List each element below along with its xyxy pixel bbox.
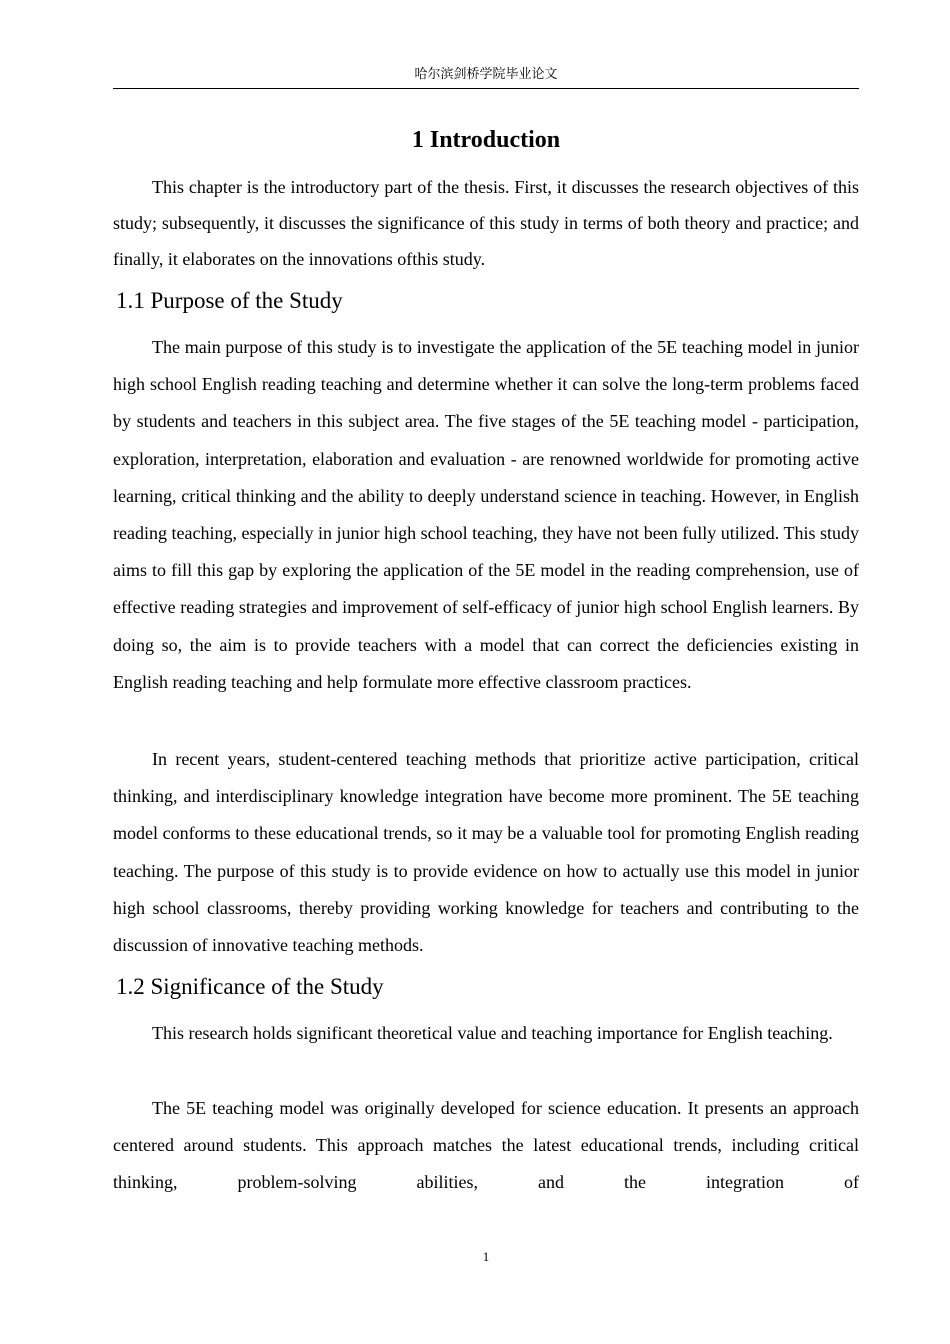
chapter-title: 1 Introduction [411,127,561,153]
section-1-1-paragraph-1: The main purpose of this study is to investigate the application of the 5E teaching model in junior high school English reading teaching and determine whether it can solve the long-term problems faced by students and teachers in this subject area. The five stages of the 5E teaching model - participation, exploration, interpretation, elaboration and evaluation - are renowned worldwide for promoting active learning, critical thinking and the ability to deeply understand science in teaching. However, in English reading teaching, especially in junior high school teaching, they have not been fully utilized. This study aims to fill this gap by exploring the application of the 5E model in the reading comprehension, use of effective reading strategies and improvement of self-efficacy of junior high school English learners. By doing so, the aim is to provide teachers with a model that can correct the deficiencies existing in English reading teaching and help formulate more effective classroom practices. [113,337,859,692]
section-1-2-paragraph-1: This research holds significant theoretical value and teaching importance for English teaching. [152,1023,833,1043]
section-heading-1-2: 1.2 Significance of the Study [116,974,384,999]
header-divider [113,88,859,89]
running-header: 哈尔滨剑桥学院毕业论文 [414,67,558,82]
chapter-intro-paragraph: This chapter is the introductory part of the thesis. First, it discusses the research objectives of this study; subsequently, it discusses the significance of this study in terms of both theory and practice; and finally, it elaborates on the innovations ofthis study. [113,177,859,269]
section-heading-1-1: 1.1 Purpose of the Study [116,288,343,313]
section-1-1-paragraph-2: In recent years, student-centered teaching methods that prioritize active participation, critical thinking, and interdisciplinary knowledge integration have become more prominent. The 5E teaching model conforms to these educational trends, so it may be a valuable tool for promoting English reading teaching. The purpose of this study is to provide evidence on how to actually use this model in junior high school classrooms, thereby providing working knowledge for teachers and contributing to the discussion of innovative teaching methods. [113,749,859,956]
section-1-2-paragraph-2: The 5E teaching model was originally developed for science education. It presents an approach centered around students. This approach matches the latest educational trends, including critical thinking, problem-solving abilities, and the integration of [113,1098,859,1193]
page-number: 1 [482,1249,490,1264]
